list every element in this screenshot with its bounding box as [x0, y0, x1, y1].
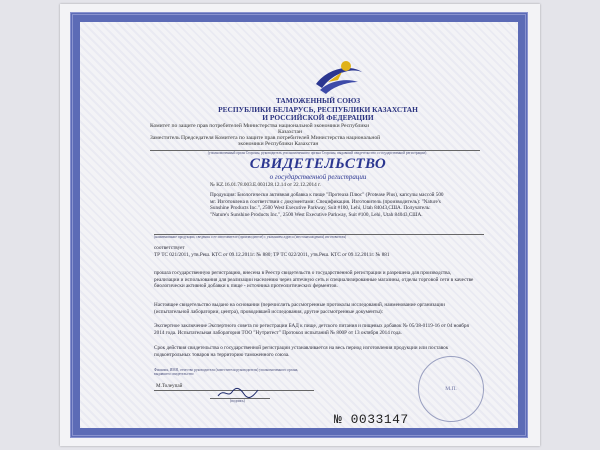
signature-icon — [216, 386, 260, 400]
org-line-2: РЕСПУБЛИКИ БЕЛАРУСЬ, РЕСПУБЛИКИ КАЗАХСТАН — [218, 104, 418, 114]
basis-text: Экспертное заключение Экспертного совета по регистрации БАД к пище, детского питания и пищевых добавок № 05/38-0119-16 от 04 ноября 2014 года. Испытательная лаборатория ТОО "Нутритест" Протокол испытаний № 800Р от 13 октября 2014 года. — [154, 323, 469, 336]
certificate-subtitle: о государственной регистрации — [269, 173, 367, 181]
authority-caption: (уполномоченный орган Стороны, руководитель уполномоченного органа Стороны, выдавший свидетельство о государственной регистрации) — [207, 151, 427, 155]
stamp-placeholder — [418, 356, 484, 422]
org-line-1: ТАМОЖЕННЫЙ СОЮЗ — [275, 96, 361, 105]
certificate-content — [98, 34, 538, 446]
signatory-name: М.Толеупай — [156, 383, 183, 389]
sign-caption: (подпись) — [230, 399, 245, 403]
customs-union-emblem-icon — [308, 54, 368, 98]
serial-prefix: № — [334, 412, 343, 427]
signature-caption: Фамилия, ИМЯ, отчество руководителя (заместителя руководителя) уполномоченного органа, выдавшего свидетельство — [154, 368, 299, 377]
committee-line-2: Казахстан — [278, 129, 302, 135]
org-line-3: И РОССИЙСКОЙ ФЕДЕРАЦИИ — [262, 113, 374, 123]
stamp-label: М.П. — [445, 386, 457, 392]
deputy-line-2: экономики Республики Казахстан — [238, 141, 319, 147]
registration-number: № KZ.16.01.78.003.Е.003128.12.14 от 22.12.2014 г. — [210, 182, 321, 188]
certificate-page — [60, 4, 540, 446]
basis-intro: Настоящее свидетельство выдано на основании (перечислить рассмотренные протоколы исследований, наименование организации (испытательной лаборатории, центра), проводившей исследования, другие рассмотренные документы): — [154, 302, 445, 315]
serial-value: 0033147 — [350, 412, 409, 427]
committee-line-1: Комитет по защите прав потребителей Министерства национальной экономики Республики — [150, 123, 370, 129]
certificate-title: СВИДЕТЕЛЬСТВО — [249, 156, 387, 172]
validity-text: Срок действия свидетельства о государственной регистрации устанавливается на весь период изготовления продукции или поставок подконтрольных товаров на территорию таможенного союза. — [154, 345, 449, 358]
product-description: Продукция: Биологически активная добавка к пище "Протеаза Плюс" (Protease Plus), капсулы массой 500 мг. Изготовлена в соответствии с документами: Спецификация. Изготовитель (производитель): "Nature's Sunshine Products Inc.", 2500 West Executive Parkway, Suit #100, Lehi, Utah 84043,США. Получатель: "Nature's Sunshine Products Inc.", 2500 West Executive Parkway, Suit #100, Lehi, Utah 84043,США. — [210, 192, 444, 218]
purpose-text: прошла государственную регистрацию, внесена в Реестр свидетельств о государственной регистрации и разрешена для производства, реализации и использования для реализации населению через аптечную сеть и специализированные магазины, отделы торговой сети в качестве биологически активной добавки к пище - источника протеолитических ферментов. — [154, 270, 474, 290]
serial-number — [334, 412, 409, 427]
org-title — [98, 97, 538, 123]
deputy-line-1: Заместитель Председателя Комитета по защите прав потребителей Министерства национальной — [150, 135, 381, 141]
decorative-border — [70, 12, 528, 438]
compliance-label: соответствует — [154, 245, 185, 251]
compliance-text: ТР ТС 021/2011, утв.Реш. КТС от 09.12.2011г. № 880; ТР ТС 022/2011, утв.Реш. КТС от 09.12.2011г. № 881 — [154, 252, 390, 258]
product-caption: (наименование продукции, сведения о ее изготовителе (производителе) с указанием адреса (местонахождения) изготовителя) — [154, 235, 347, 239]
